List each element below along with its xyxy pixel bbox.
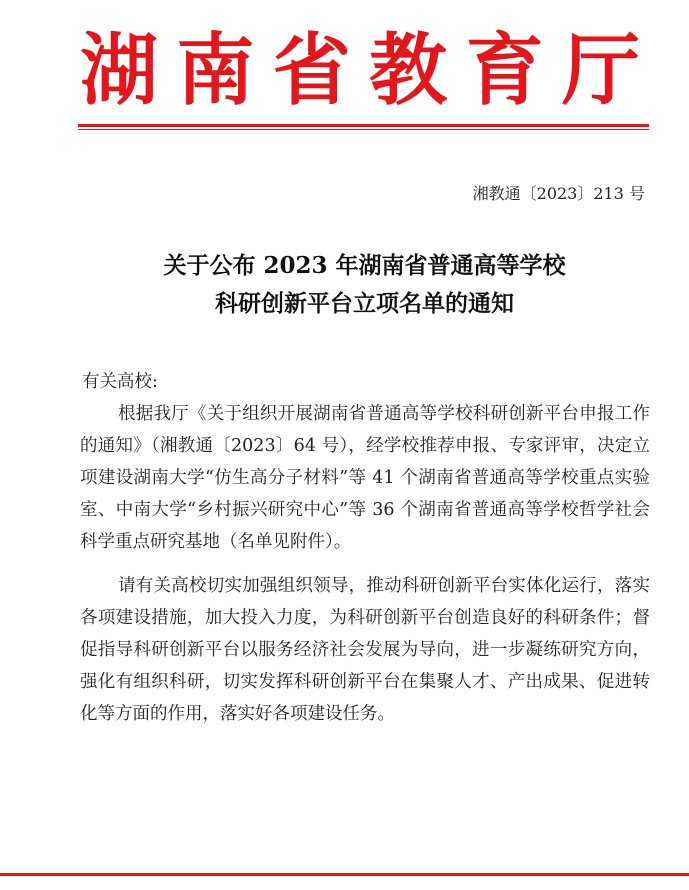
salutation: 有关高校:	[82, 372, 158, 392]
document-body	[80, 366, 650, 730]
title-line: 科研创新平台立项名单的通知	[215, 290, 514, 317]
masthead-rule-thin	[78, 129, 649, 130]
document-title	[80, 247, 649, 323]
document-number: 湘教通〔2023〕213 号	[472, 184, 645, 203]
masthead-char: 省	[272, 26, 351, 116]
masthead-char: 厅	[561, 26, 640, 116]
masthead-char: 南	[176, 26, 255, 116]
masthead-char: 教	[369, 26, 448, 116]
masthead	[80, 26, 640, 116]
masthead-char: 湖	[80, 26, 159, 116]
masthead-char: 育	[465, 26, 544, 116]
bottom-rule	[0, 873, 689, 876]
paragraph: 根据我厅《关于组织开展湖南省普通高等学校科研创新平台申报工作的通知》（湘教通〔2023〕64 号），经学校推荐申报、专家评审，决定立项建设湖南大学“仿生高分子材料”等 41 个湖南省普通高等学校重点实验室、中南大学“乡村振兴研究中心”等 36 个湖南省普通高等学校哲学社会科学重点研究基地（名单见附件）。	[80, 404, 650, 552]
paragraph: 请有关高校切实加强组织领导，推动科研创新平台实体化运行，落实各项建设措施，加大投入力度，为科研创新平台创造良好的科研条件；督促指导科研创新平台以服务经济社会发展为导向，进一步凝练研究方向，强化有组织科研，切实发挥科研创新平台在集聚人才、产出成果、促进转化等方面的作用，落实好各项建设任务。	[80, 576, 650, 724]
masthead-rule	[78, 124, 649, 127]
title-line: 关于公布 2023 年湖南省普通高等学校	[163, 252, 566, 279]
paragraph-gap	[80, 558, 650, 570]
